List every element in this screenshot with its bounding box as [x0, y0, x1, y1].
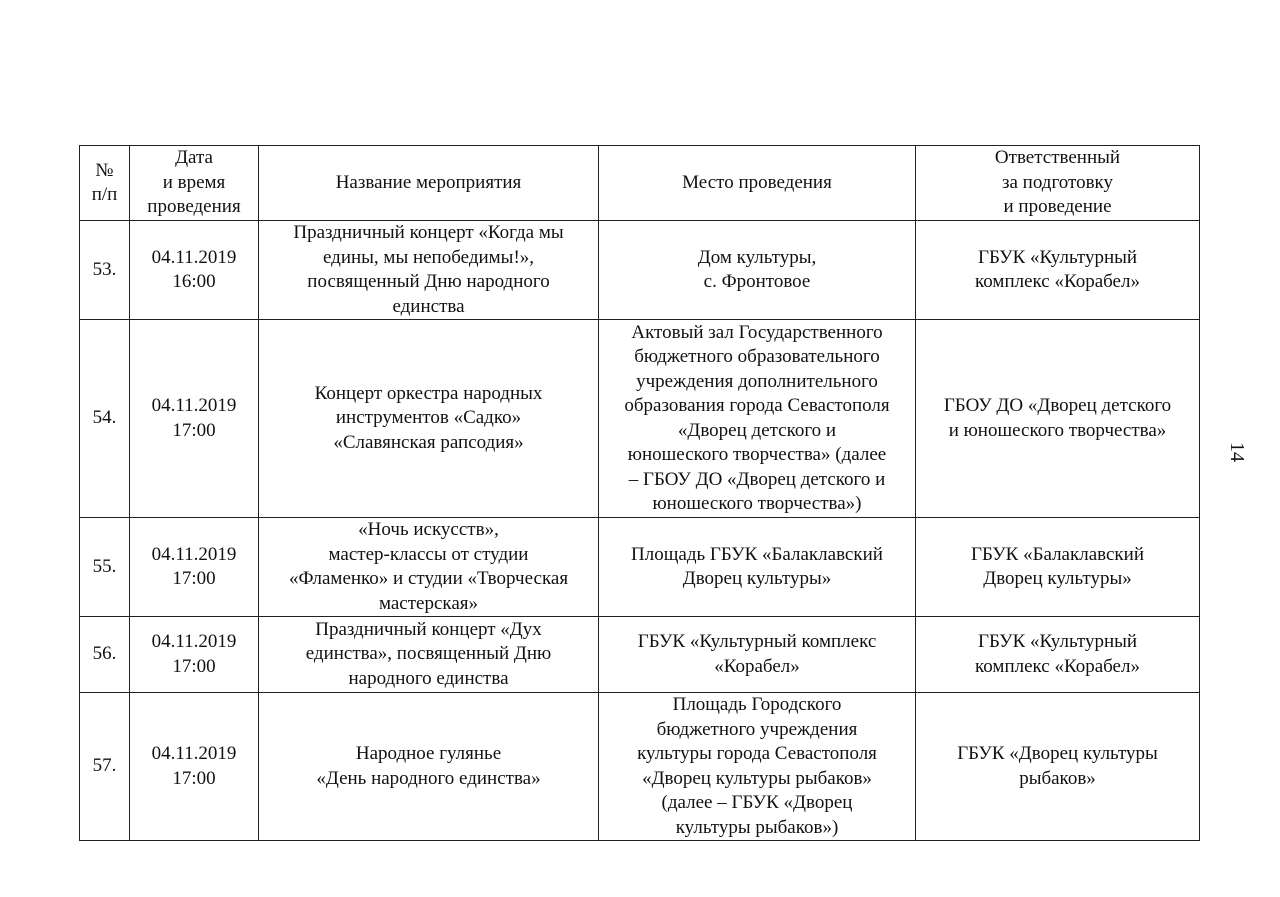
header-datetime: Дата и время проведения: [130, 146, 259, 221]
row-number: 55.: [80, 518, 130, 617]
row-event-name: Концерт оркестра народных инструментов «Садко» «Славянская рапсодия»: [259, 320, 599, 518]
row-event-name: Народное гулянье «День народного единства»: [259, 693, 599, 841]
header-place: Место проведения: [599, 146, 916, 221]
row-datetime: 04.11.2019 17:00: [130, 518, 259, 617]
header-event-name: Название мероприятия: [259, 146, 599, 221]
row-datetime: 04.11.2019 16:00: [130, 221, 259, 320]
row-place: ГБУК «Культурный комплекс «Корабел»: [599, 617, 916, 693]
row-responsible: ГБУК «Дворец культуры рыбаков»: [916, 693, 1200, 841]
row-responsible: ГБУК «Культурный комплекс «Корабел»: [916, 221, 1200, 320]
events-table: [79, 145, 1200, 841]
row-number: 57.: [80, 693, 130, 841]
header-number: № п/п: [80, 146, 130, 221]
row-responsible: ГБУК «Балаклавский Дворец культуры»: [916, 518, 1200, 617]
row-place: Площадь ГБУК «Балаклавский Дворец культуры»: [599, 518, 916, 617]
header-responsible: Ответственный за подготовку и проведение: [916, 146, 1200, 221]
row-place: Дом культуры, с. Фронтовое: [599, 221, 916, 320]
table-row: [80, 617, 1200, 693]
table-row: [80, 221, 1200, 320]
table-row: [80, 320, 1200, 518]
row-responsible: ГБУК «Культурный комплекс «Корабел»: [916, 617, 1200, 693]
row-place: Площадь Городского бюджетного учреждения культуры города Севастополя «Дворец культуры рыбаков» (далее – ГБУК «Дворец культуры рыбаков»): [599, 693, 916, 841]
table-row: [80, 518, 1200, 617]
row-datetime: 04.11.2019 17:00: [130, 320, 259, 518]
page-number: 14: [1226, 442, 1248, 462]
row-datetime: 04.11.2019 17:00: [130, 617, 259, 693]
row-event-name: «Ночь искусств», мастер-классы от студии «Фламенко» и студии «Творческая мастерская»: [259, 518, 599, 617]
row-number: 56.: [80, 617, 130, 693]
row-event-name: Праздничный концерт «Дух единства», посвященный Дню народного единства: [259, 617, 599, 693]
header-row: [80, 146, 1200, 221]
row-datetime: 04.11.2019 17:00: [130, 693, 259, 841]
row-number: 53.: [80, 221, 130, 320]
row-responsible: ГБОУ ДО «Дворец детского и юношеского творчества»: [916, 320, 1200, 518]
row-event-name: Праздничный концерт «Когда мы едины, мы непобедимы!», посвященный Дню народного единства: [259, 221, 599, 320]
row-place: Актовый зал Государственного бюджетного образовательного учреждения дополнительного образования города Севастополя «Дворец детского и юношеского творчества» (далее – ГБОУ ДО «Дворец детского и юношеского творчества»): [599, 320, 916, 518]
row-number: 54.: [80, 320, 130, 518]
table-row: [80, 693, 1200, 841]
